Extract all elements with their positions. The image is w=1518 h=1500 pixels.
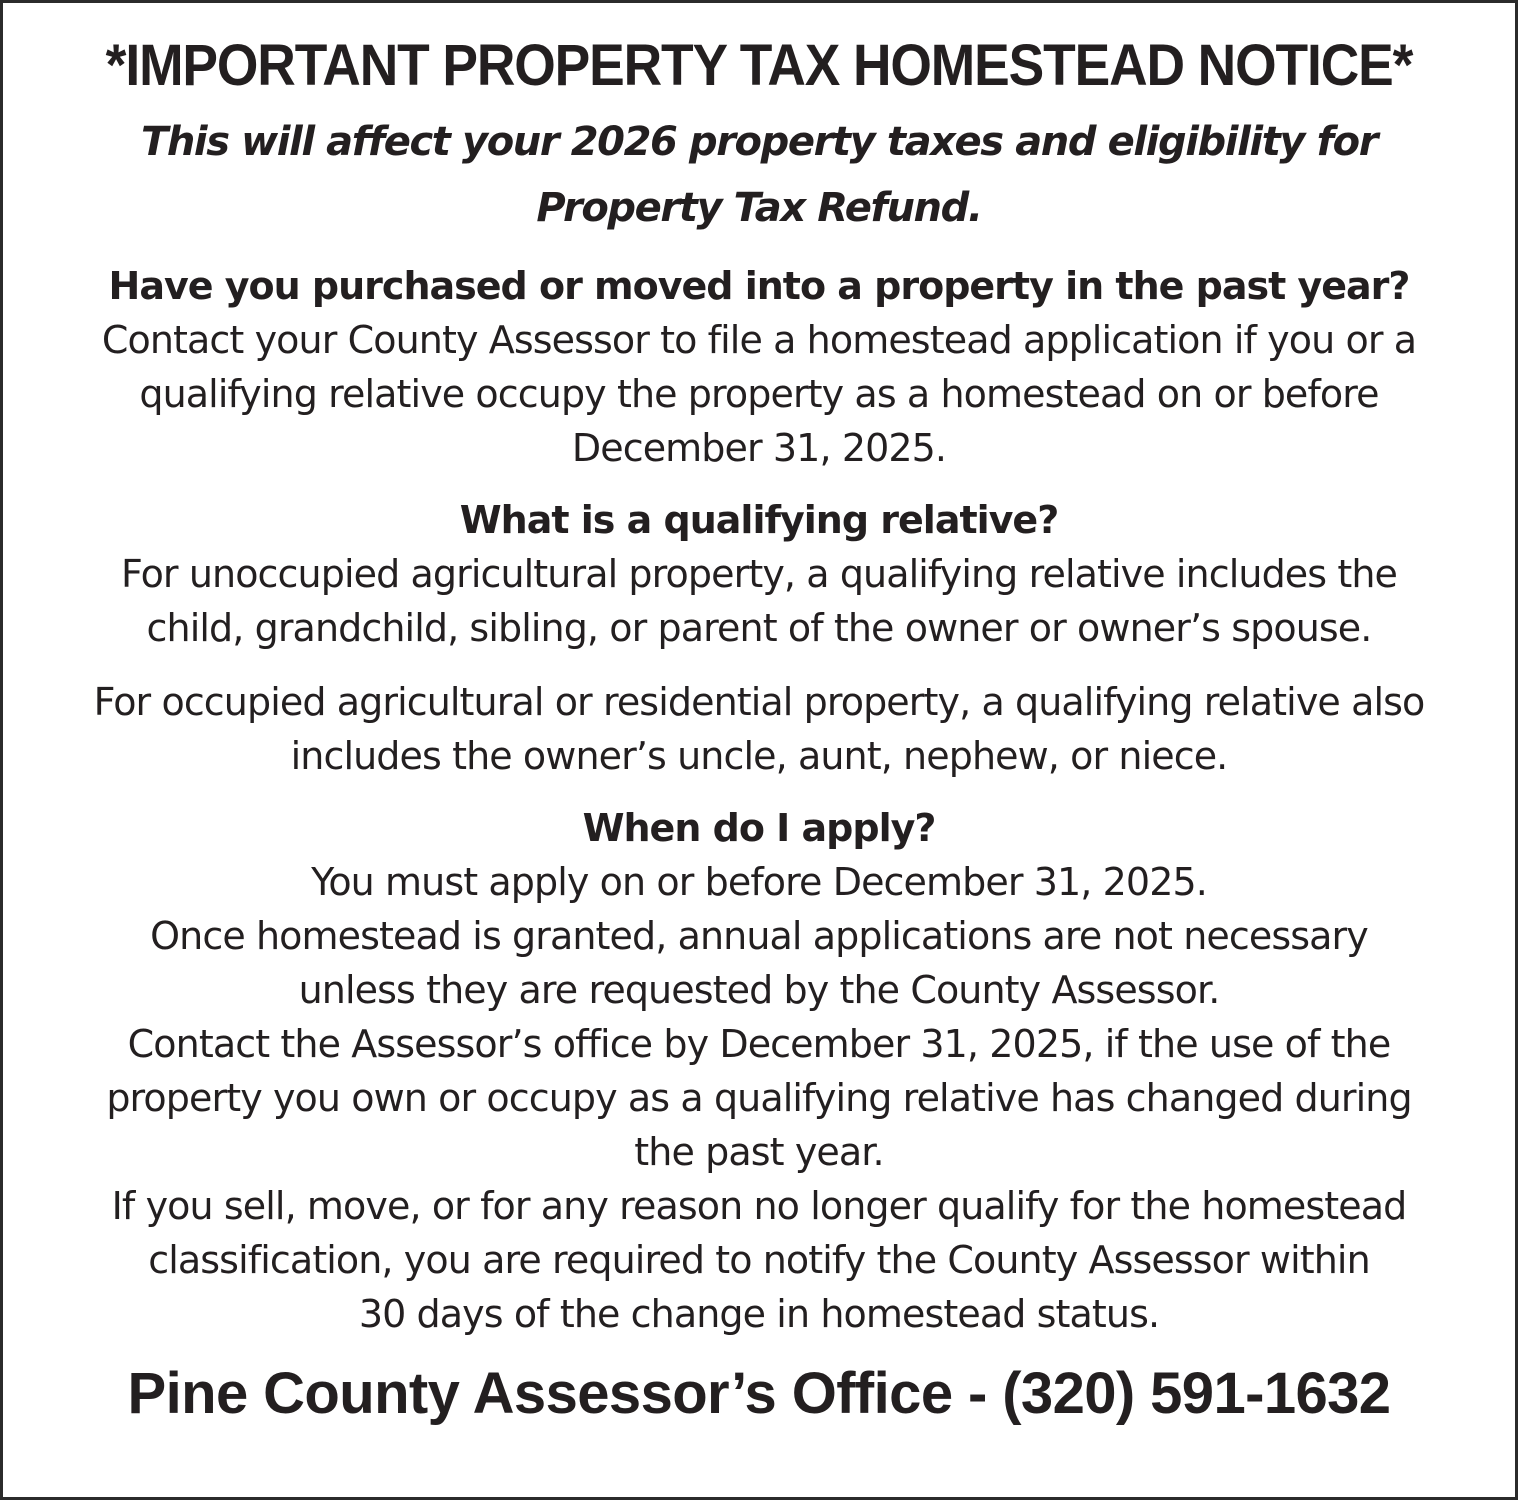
section-body-unoccupied [23,547,1495,655]
body-line: unless they are requested by the County Assessor. [298,968,1220,1012]
body-line: Once homestead is granted, annual applications are not necessary [150,914,1368,958]
subtitle-line: Property Tax Refund. [536,185,982,231]
body-line: For occupied agricultural or residential property, a qualifying relative also [93,680,1425,724]
body-line: December 31, 2025. [571,426,947,470]
body-line: child, grandchild, sibling, or parent of the owner or owner’s spouse. [146,606,1372,650]
section-body-purchased [23,313,1495,475]
notice-title: *IMPORTANT PROPERTY TAX HOMESTEAD NOTICE* [105,33,1413,98]
assessor-office-contact: Pine County Assessor’s Office - (320) 591-1632 [127,1361,1391,1426]
body-line: 30 days of the change in homestead status. [358,1292,1160,1336]
body-line: the past year. [634,1130,884,1174]
body-line: Contact the Assessor’s office by December 31, 2025, if the use of the [127,1022,1391,1066]
section-heading-purchased: Have you purchased or moved into a property in the past year? [108,264,1410,308]
subtitle-line: This will affect your 2026 property taxes and eligibility for [140,119,1378,165]
section-heading-qualifying-relative: What is a qualifying relative? [459,498,1059,542]
body-line: includes the owner’s uncle, aunt, nephew, or niece. [290,734,1228,778]
section-heading-when-apply: When do I apply? [582,806,936,850]
body-line: property you own or occupy as a qualifying relative has changed during [106,1076,1412,1120]
section-body-when-apply [23,855,1495,1341]
body-line: For unoccupied agricultural property, a qualifying relative includes the [120,552,1398,596]
body-line: Contact your County Assessor to file a homestead application if you or a [101,318,1417,362]
body-line: You must apply on or before December 31, 2025. [311,860,1207,904]
body-line: If you sell, move, or for any reason no longer qualify for the homestead [111,1184,1407,1228]
section-body-occupied [23,675,1495,783]
notice-subtitle [83,109,1435,241]
body-line: classification, you are required to notify the County Assessor within [148,1238,1370,1282]
body-line: qualifying relative occupy the property as a homestead on or before [139,372,1379,416]
